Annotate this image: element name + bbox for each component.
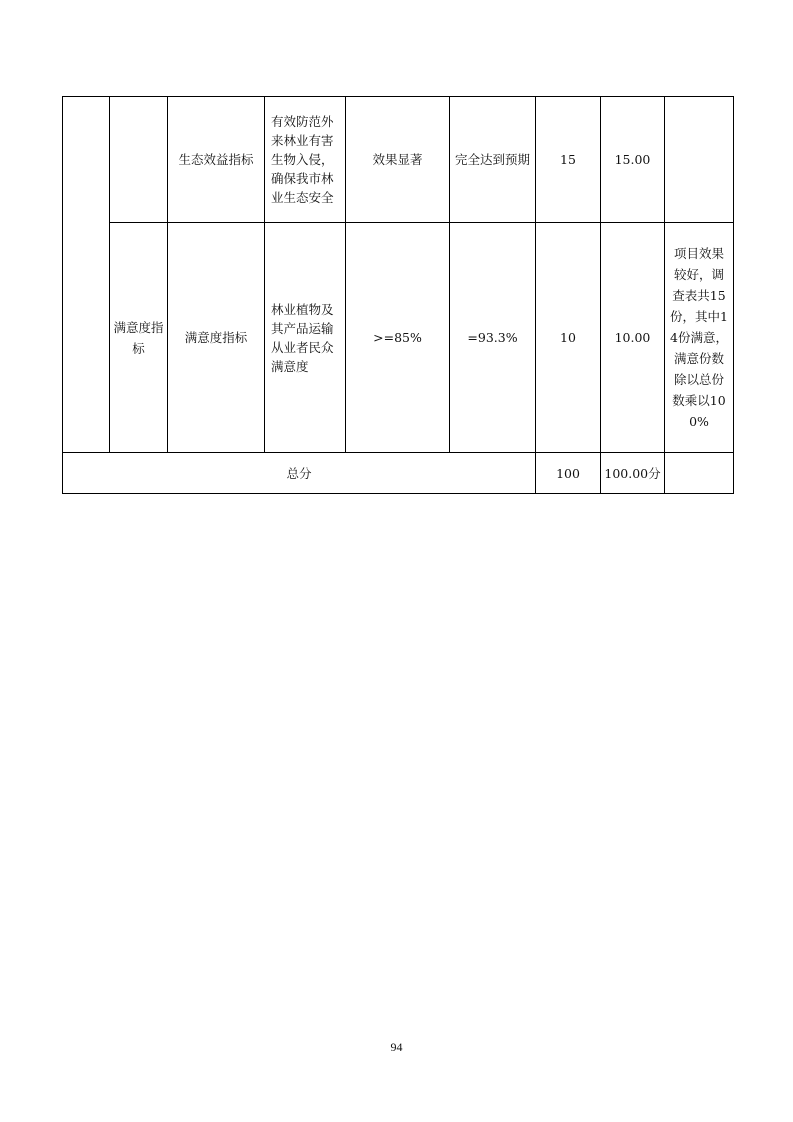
- weight-cell: 10: [536, 223, 601, 453]
- total-note: [665, 453, 734, 494]
- total-label: 总分: [63, 453, 536, 494]
- actual-cell: =93.3%: [450, 223, 536, 453]
- target-cell: 效果显著: [346, 97, 450, 223]
- score-cell: 10.00: [601, 223, 665, 453]
- target-cell: >=85%: [346, 223, 450, 453]
- weight-cell: 15: [536, 97, 601, 223]
- page-number: 94: [390, 1040, 403, 1054]
- score-cell: 15.00: [601, 97, 665, 223]
- indicator-cell: 有效防范外来林业有害生物入侵，确保我市林业生态安全: [265, 97, 346, 223]
- total-weight: 100: [536, 453, 601, 494]
- note-cell: 项目效果较好，调查表共15份，其中14份满意，满意份数除以总份数乘以100%: [665, 223, 734, 453]
- total-score: 100.00分: [601, 453, 665, 494]
- performance-table: [62, 96, 734, 494]
- level3-cell: 满意度指标: [168, 223, 265, 453]
- level2-cell: 满意度指标: [110, 223, 168, 453]
- level2-cell: [110, 97, 168, 223]
- actual-cell: 完全达到预期: [450, 97, 536, 223]
- table-row: [63, 97, 734, 223]
- indicator-cell: 林业植物及其产品运输从业者民众满意度: [265, 223, 346, 453]
- table-row: [63, 223, 734, 453]
- level1-cell: [63, 97, 110, 453]
- total-row: [63, 453, 734, 494]
- level3-cell: 生态效益指标: [168, 97, 265, 223]
- note-cell: [665, 97, 734, 223]
